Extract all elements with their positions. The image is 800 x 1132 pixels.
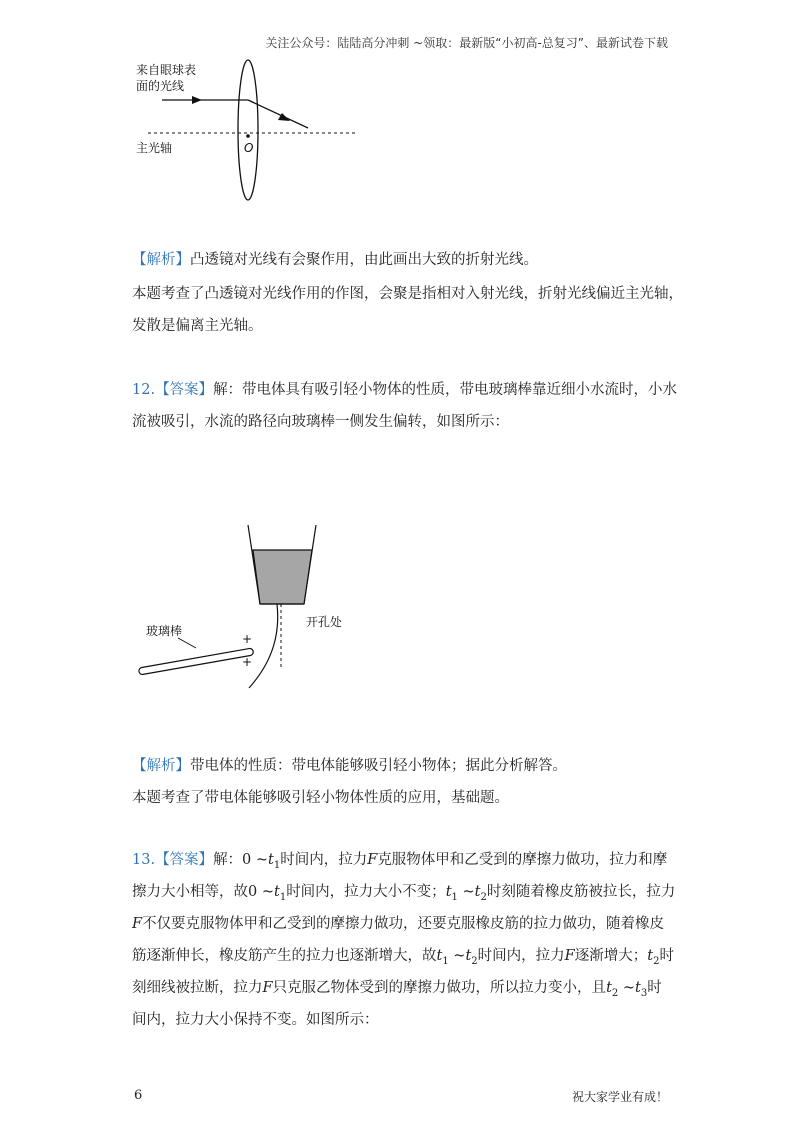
convex-lens — [238, 60, 258, 200]
analysis-tag: 【解析】 — [132, 252, 190, 268]
hole-label: 开孔处 — [306, 615, 343, 629]
footer-wish: 祝大家学业有成！ — [571, 1090, 668, 1104]
question-number: 12. — [132, 382, 156, 398]
refracted-ray — [248, 100, 308, 128]
q13-line-4: 筋逐渐伸长，橡皮筋产生的拉力也逐渐增大，故$t_1$ $\sim t_2$时间内，拉力F逐渐增大；$t_2$时 — [132, 948, 674, 967]
answer-tag: 【答案】 — [155, 382, 214, 398]
ray-label: 来自眼球表 — [136, 63, 197, 77]
page-header: 关注公众号：陆陆高分冲刺 ~领取：最新版“小初高-总复习”、最新试卷下载 — [265, 36, 668, 50]
q11-summary-2: 发散是偏离主光轴。 — [132, 318, 263, 334]
charge-plus-2: + — [242, 655, 253, 669]
q13-line-1: 13.【答案】解：0 $\sim t_1$时间内，拉力F克服物体甲和乙受到的摩擦力做功，拉力和摩 — [132, 852, 668, 871]
q12-summary: 本题考查了带电体能够吸引轻小物体性质的应用，基础题。 — [132, 790, 509, 806]
q11-analysis: 【解析】凸透镜对光线有会聚作用，由此画出大致的折射光线。 — [132, 252, 538, 268]
analysis-tag: 【解析】 — [132, 758, 190, 774]
optical-center-dot — [246, 134, 250, 138]
deflected-stream — [249, 604, 278, 688]
page-number: 6 — [134, 1088, 143, 1103]
q12-answer-1: 12.【答案】解：带电体具有吸引轻小物体的性质，带电玻璃棒靠近细小水流时，小水 — [132, 382, 678, 398]
glass-rod — [138, 648, 253, 675]
q13-line-6: 间内，拉力大小保持不变。如图所示： — [132, 1012, 379, 1028]
ray-label-2: 面的光线 — [136, 79, 185, 93]
q12-analysis: 【解析】带电体的性质：带电体能够吸引轻小物体；据此分析解答。 — [132, 758, 567, 774]
water-stream-figure — [134, 520, 374, 690]
q12-answer-2: 流被吸引，水流的路径向玻璃棒一侧发生偏转，如图所示： — [132, 414, 509, 430]
q11-summary-1: 本题考查了凸透镜对光线作用的作图，会聚是指相对入射光线，折射光线偏近主光轴， — [132, 286, 683, 302]
charge-plus-1: + — [242, 632, 253, 646]
optical-center-label: O — [244, 141, 254, 155]
q13-line-5: 刻细线被拉断，拉力F只克服乙物体受到的摩擦力做功，所以拉力变小，且$t_2$ $\sim t_3$时 — [132, 980, 662, 999]
rod-label: 玻璃棒 — [146, 624, 183, 638]
q13-line-2: 擦力大小相等，故0 $\sim t_1$时间内，拉力大小不变；$t_1$ $\sim t_2$时刻随着橡皮筋被拉长，拉力 — [132, 884, 676, 903]
incident-arrow — [192, 96, 202, 104]
axis-label: 主光轴 — [136, 141, 173, 155]
q13-line-3: F不仅要克服物体甲和乙受到的摩擦力做功，还要克服橡皮筋的拉力做功，随着橡皮 — [132, 916, 665, 932]
lens-figure — [130, 58, 370, 208]
water-container — [253, 550, 312, 604]
